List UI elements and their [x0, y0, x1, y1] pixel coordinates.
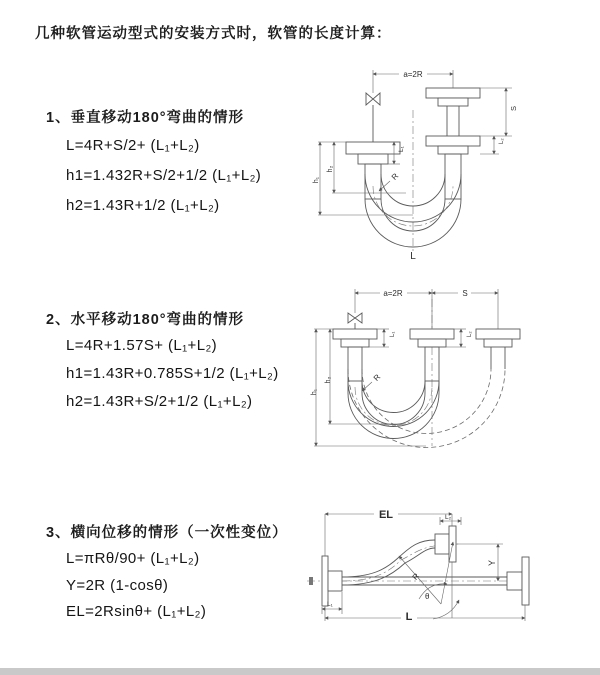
- formula-line: L=4R+1.57S+ (L₁+L₂): [66, 337, 218, 354]
- section-3-heading: 3、横向位移的情形（一次性变位）: [46, 525, 288, 541]
- dimension-s: [480, 88, 518, 136]
- formula-line: Y=2R (1-cosθ): [66, 577, 169, 594]
- dim-label-a2r: a=2R: [383, 289, 403, 298]
- centerline-mark: [309, 577, 313, 585]
- dim-label-l1: L₁: [390, 331, 396, 337]
- flange: [410, 329, 454, 347]
- formula-line: L=πRθ/90+ (L₁+L₂): [66, 550, 200, 567]
- dimension-y: [457, 544, 503, 581]
- flange: [507, 557, 529, 605]
- dim-label-s: S: [509, 105, 518, 111]
- radius-leader: [362, 372, 382, 391]
- dim-label-s: S: [462, 289, 468, 298]
- page-title: 几种软管运动型式的安装方式时，软管的长度计算：: [35, 26, 392, 42]
- dim-label-l2: L₂: [467, 331, 473, 337]
- valve-icon: [348, 313, 362, 323]
- dim-label-h1: h₁: [313, 176, 320, 184]
- formula-line: h1=1.432R+S/2+1/2 (L₁+L₂): [66, 167, 262, 184]
- dimension-s: [432, 287, 498, 298]
- dim-label-l1: L₁: [327, 601, 333, 608]
- braided-hose: [365, 164, 381, 199]
- formula-line: L=4R+S/2+ (L₁+L₂): [66, 137, 200, 154]
- dim-label-a2r: a=2R: [403, 70, 423, 79]
- dim-label-el: EL: [378, 509, 394, 521]
- dim-label-h2: h₂: [325, 376, 332, 384]
- formula-line: h2=1.43R+1/2 (L₁+L₂): [66, 197, 220, 214]
- formula-line: h1=1.43R+0.785S+1/2 (L₁+L₂): [66, 365, 279, 382]
- dim-label-l1: L₁: [398, 146, 405, 152]
- formula-line: h2=1.43R+S/2+1/2 (L₁+L₂): [66, 393, 253, 410]
- formula-line: EL=2Rsinθ+ (L₁+L₂): [66, 603, 207, 620]
- dimension-l: [325, 605, 525, 623]
- dim-label-y: Y: [487, 559, 497, 566]
- hose-arcs: [348, 381, 439, 439]
- dim-label-l2: L₂: [445, 514, 452, 521]
- flange: [322, 556, 342, 606]
- flange: [426, 136, 480, 154]
- flange: [333, 329, 377, 347]
- braided-hose: [445, 154, 461, 199]
- dim-label-l: L: [410, 251, 416, 262]
- dim-label-r: R: [410, 571, 422, 582]
- dim-label-r: R: [371, 372, 383, 383]
- braided-hose: [348, 347, 362, 381]
- dimension-el: [325, 508, 452, 556]
- flange: [346, 142, 400, 164]
- dim-label-l: L: [405, 611, 413, 623]
- flange: [476, 329, 520, 347]
- dimension-l2: [480, 136, 505, 154]
- valve-icon: [366, 93, 380, 105]
- diagram-horizontal-180-bend: [306, 281, 558, 463]
- section-1-heading: 1、垂直移动180°弯曲的情形: [46, 110, 245, 126]
- dim-label-l2: L₂: [499, 138, 505, 144]
- scan-edge-artifact: [0, 668, 600, 675]
- diagram-vertical-180-bend: [306, 64, 558, 262]
- flange: [426, 88, 480, 106]
- dim-label-h2: h₂: [327, 165, 334, 173]
- diagram-lateral-displacement: [301, 504, 573, 646]
- dim-label-r: R: [389, 171, 401, 182]
- section-2-heading: 2、水平移动180°弯曲的情形: [46, 312, 245, 328]
- dim-label-h1: h₁: [311, 388, 318, 396]
- dim-label-theta: θ: [425, 592, 430, 601]
- dimension-l2: [440, 514, 461, 525]
